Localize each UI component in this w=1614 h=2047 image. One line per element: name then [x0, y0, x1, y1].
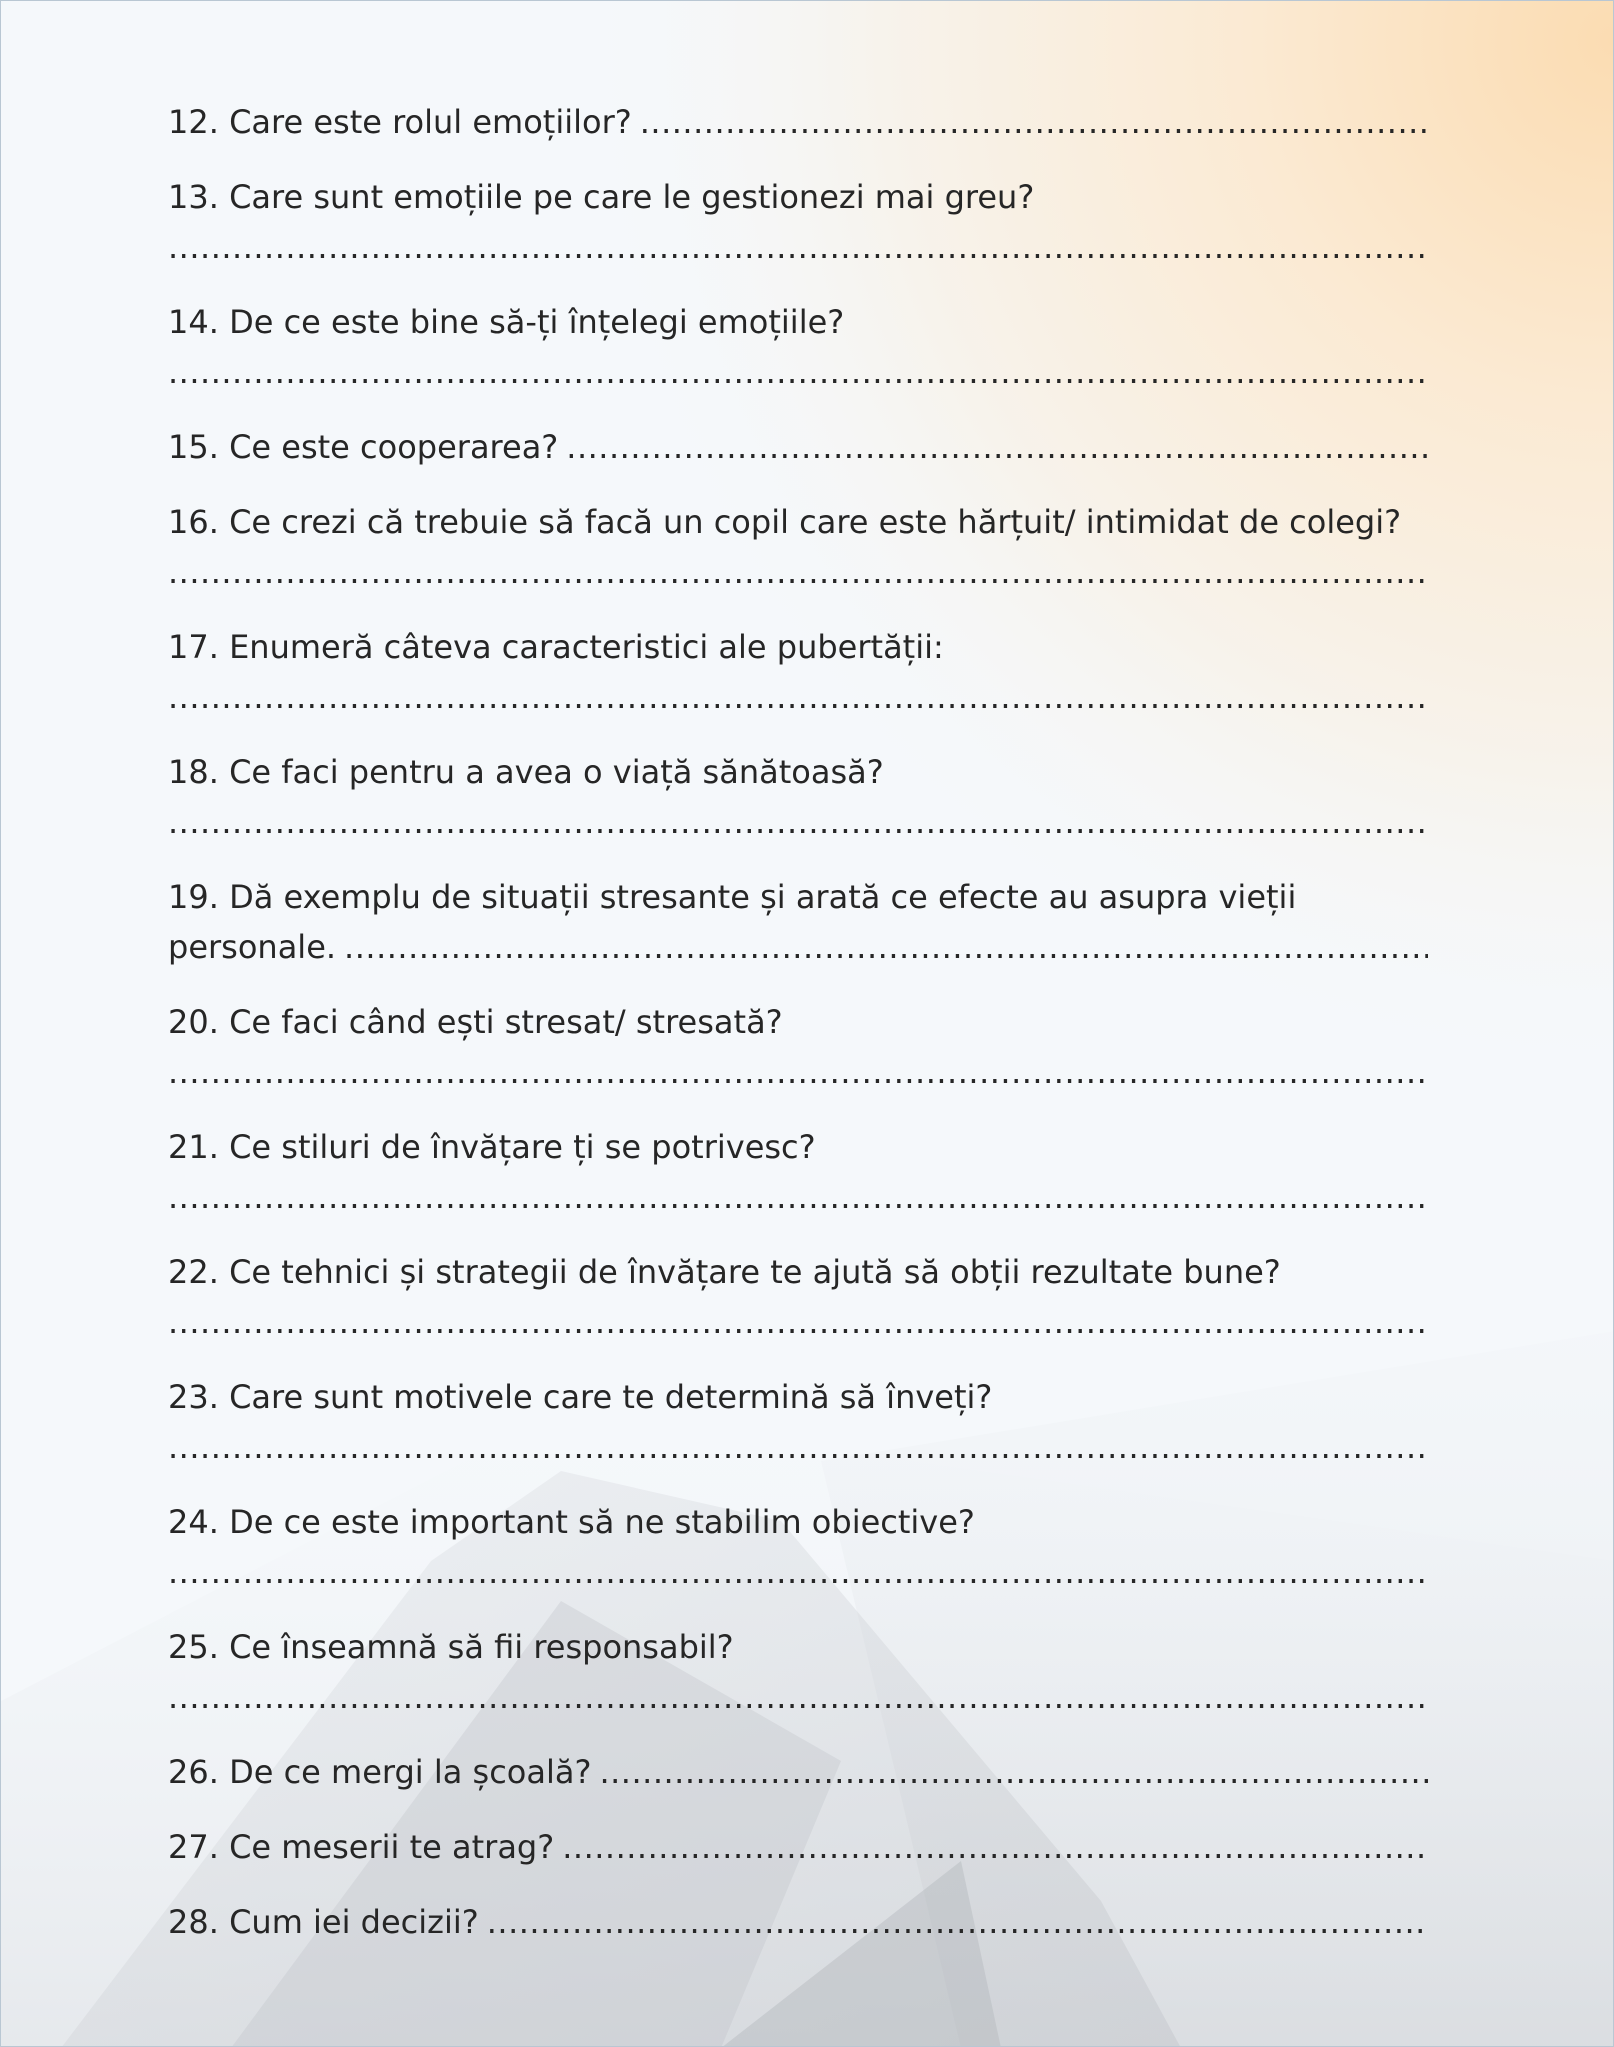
question-13 — [168, 172, 1428, 272]
question-text: Cum iei decizii? — [229, 1903, 479, 1941]
question-number: 20. — [168, 1003, 219, 1041]
question-number: 25. — [168, 1628, 219, 1666]
question-text: Ce crezi că trebuie să facă un copil care este hărțuit/ intimidat de colegi? — [229, 503, 1402, 541]
question-16 — [168, 497, 1428, 597]
answer-line[interactable] — [168, 797, 1428, 847]
question-text: De ce este important să ne stabilim obiective? — [229, 1503, 975, 1541]
question-15 — [168, 422, 1428, 472]
question-text: Ce faci pentru a avea o viață sănătoasă? — [229, 753, 884, 791]
question-text: Care sunt emoțiile pe care le gestionezi mai greu? — [229, 178, 1035, 216]
question-26 — [168, 1747, 1428, 1797]
question-number: 22. — [168, 1253, 219, 1291]
question-28 — [168, 1897, 1428, 1947]
question-17 — [168, 622, 1428, 722]
question-text: De ce mergi la școală? — [229, 1753, 592, 1791]
question-number: 23. — [168, 1378, 219, 1416]
question-25 — [168, 1622, 1428, 1722]
question-number: 26. — [168, 1753, 219, 1791]
question-20 — [168, 997, 1428, 1097]
question-number: 14. — [168, 303, 219, 341]
answer-line[interactable] — [168, 347, 1428, 397]
question-text: Ce faci când ești stresat/ stresată? — [229, 1003, 783, 1041]
question-14 — [168, 297, 1428, 397]
question-text: Ce înseamnă să fii responsabil? — [229, 1628, 734, 1666]
question-number: 19. — [168, 878, 219, 916]
answer-line[interactable] — [487, 1897, 1428, 1947]
answer-line[interactable] — [168, 547, 1428, 597]
answer-line[interactable] — [168, 222, 1428, 272]
question-text: Enumeră câteva caracteristici ale pubertății: — [229, 628, 944, 666]
question-text: Ce tehnici și strategii de învățare te ajută să obții rezultate bune? — [229, 1253, 1281, 1291]
answer-line[interactable] — [566, 422, 1428, 472]
answer-line[interactable] — [168, 1172, 1428, 1222]
answer-line[interactable] — [168, 1047, 1428, 1097]
answer-line[interactable] — [168, 1547, 1428, 1597]
question-text: Dă exemplu de situații stresante și arată ce efecte au asupra vieții — [229, 878, 1297, 916]
question-text: Ce este cooperarea? — [229, 428, 559, 466]
question-21 — [168, 1122, 1428, 1222]
questions-list — [168, 97, 1428, 1947]
question-23 — [168, 1372, 1428, 1472]
question-24 — [168, 1497, 1428, 1597]
question-text: Ce meserii te atrag? — [229, 1828, 555, 1866]
question-text: Care este rolul emoțiilor? — [229, 103, 632, 141]
question-number: 16. — [168, 503, 219, 541]
answer-line[interactable] — [168, 1422, 1428, 1472]
question-number: 15. — [168, 428, 219, 466]
question-number: 18. — [168, 753, 219, 791]
question-19 — [168, 872, 1428, 972]
question-number: 12. — [168, 103, 219, 141]
question-number: 21. — [168, 1128, 219, 1166]
question-text-continuation: personale. — [168, 928, 337, 966]
question-27 — [168, 1822, 1428, 1872]
answer-line[interactable] — [344, 922, 1428, 972]
question-text: Ce stiluri de învățare ți se potrivesc? — [229, 1128, 816, 1166]
question-19-continuation — [168, 922, 1428, 972]
question-18 — [168, 747, 1428, 847]
question-number: 28. — [168, 1903, 219, 1941]
question-22 — [168, 1247, 1428, 1347]
answer-line[interactable] — [599, 1747, 1428, 1797]
answer-line[interactable] — [168, 1297, 1428, 1347]
question-text: Care sunt motivele care te determină să înveți? — [229, 1378, 993, 1416]
question-number: 13. — [168, 178, 219, 216]
question-text: De ce este bine să-ți înțelegi emoțiile? — [229, 303, 845, 341]
question-12 — [168, 97, 1428, 147]
question-number: 27. — [168, 1828, 219, 1866]
question-number: 24. — [168, 1503, 219, 1541]
answer-line[interactable] — [562, 1822, 1428, 1872]
answer-line[interactable] — [168, 672, 1428, 722]
answer-line[interactable] — [640, 97, 1428, 147]
answer-line[interactable] — [168, 1672, 1428, 1722]
question-number: 17. — [168, 628, 219, 666]
